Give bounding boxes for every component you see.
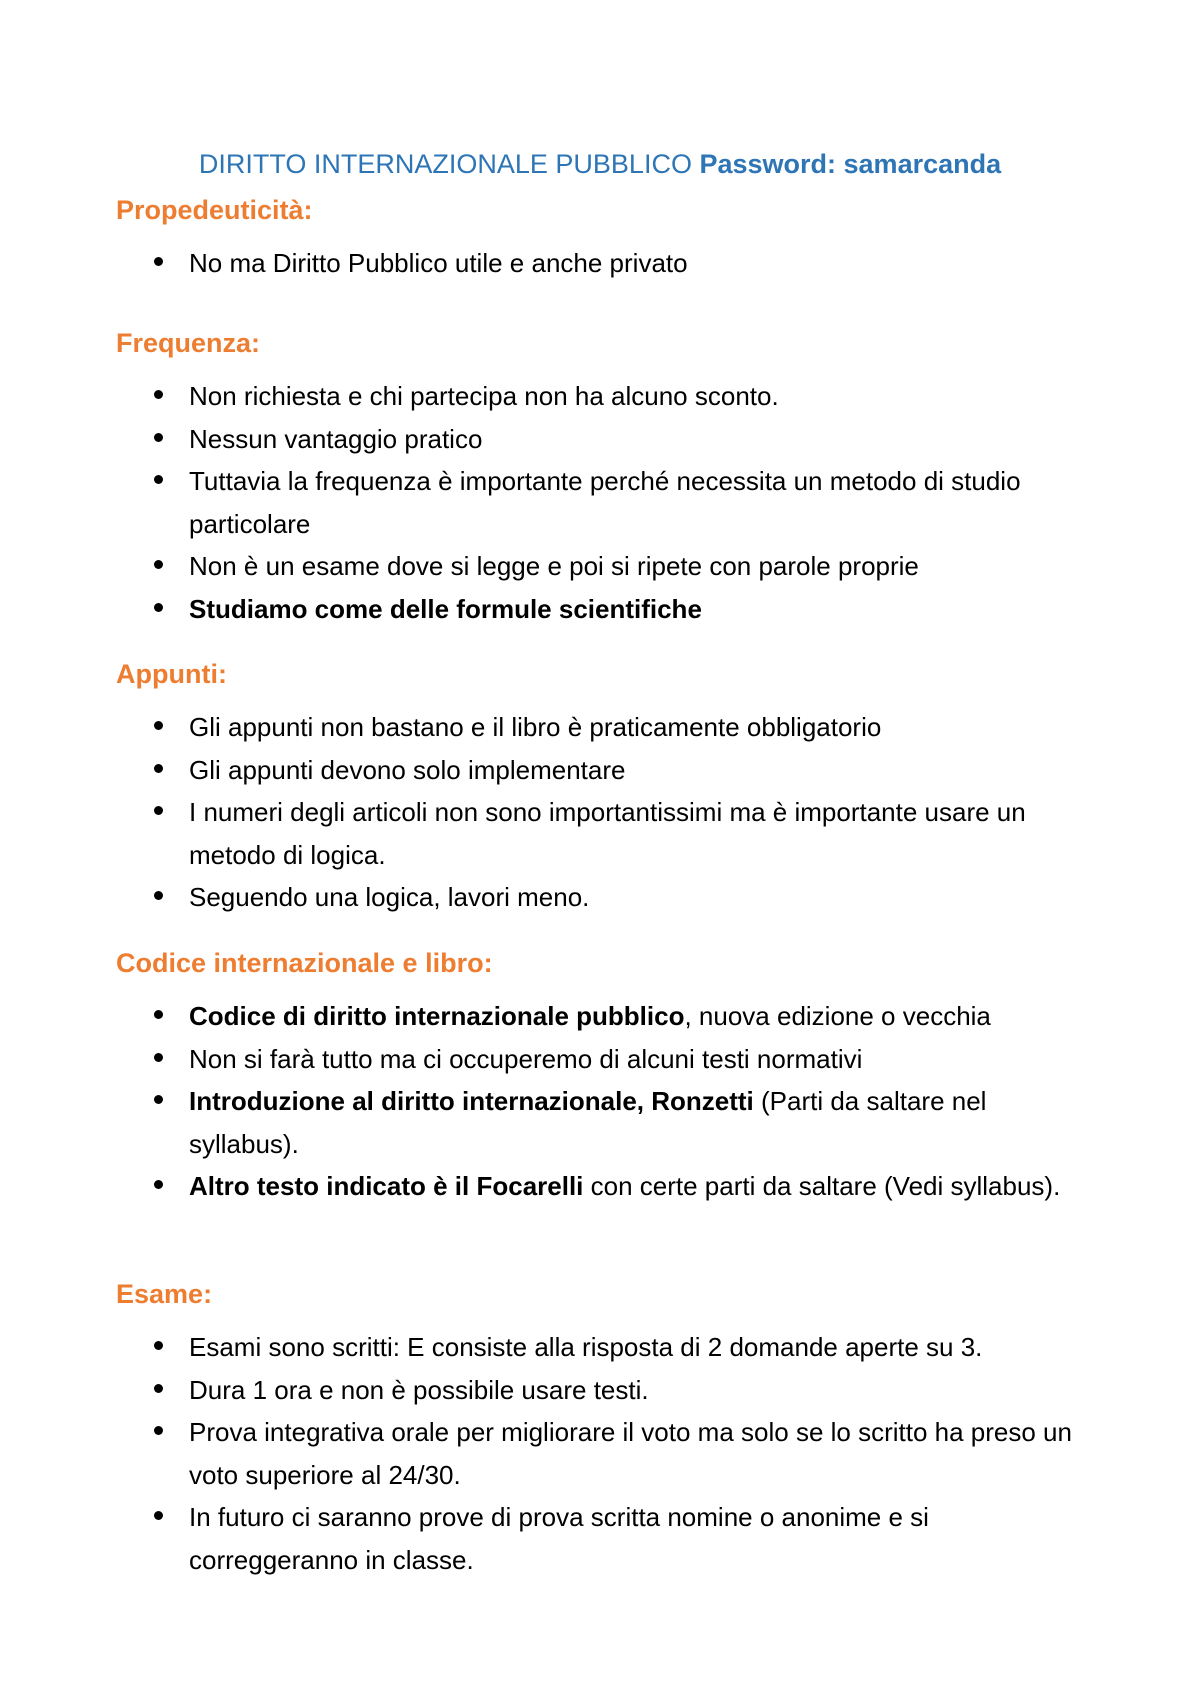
section-heading: Codice internazionale e libro: [116,948,493,978]
list-item: Seguendo una logica, lavori meno. [116,876,1096,919]
list-item: Dura 1 ora e non è possibile usare testi. [116,1369,1096,1412]
title-password: Password: samarcanda [699,149,1002,179]
bullet-list [116,706,1096,919]
list-item: Studiamo come delle formule scientifiche [116,588,1096,631]
bullet-list [116,375,1096,630]
bullet-icon [154,1384,163,1393]
list-item: In futuro ci saranno prove di prova scritta nomine o anonime e si correggeranno in classe. [116,1496,1096,1581]
bullet-icon [154,475,163,484]
list-item: Nessun vantaggio pratico [116,418,1096,461]
bullet-icon [154,1010,163,1019]
bullet-list [116,995,1096,1208]
section-heading: Propedeuticità: [116,195,313,225]
bullet-icon [154,1095,163,1104]
bullet-icon [154,806,163,815]
list-item: Gli appunti devono solo implementare [116,749,1096,792]
bullet-icon [154,891,163,900]
section-frequenza [116,326,1096,630]
list-item: Non è un esame dove si legge e poi si ripete con parole proprie [116,545,1096,588]
bullet-icon [154,1426,163,1435]
section-esame [116,1277,1096,1581]
bullet-icon [154,1180,163,1189]
bullet-icon [154,257,163,266]
list-item: Codice di diritto internazionale pubblico, nuova edizione o vecchia [116,995,1096,1038]
section-heading: Frequenza: [116,328,261,358]
list-item: Tuttavia la frequenza è importante perché necessita un metodo di studio particolare [116,460,1096,545]
list-item: I numeri degli articoli non sono importantissimi ma è importante usare un metodo di logica. [116,791,1096,876]
bullet-icon [154,433,163,442]
bullet-icon [154,560,163,569]
bullet-icon [154,764,163,773]
section-heading: Appunti: [116,659,227,689]
list-item: Altro testo indicato è il Focarelli con certe parti da saltare (Vedi syllabus). [116,1165,1096,1208]
list-item: Prova integrativa orale per migliorare il voto ma solo se lo scritto ha preso un voto superiore al 24/30. [116,1411,1096,1496]
section-heading: Esame: [116,1279,213,1309]
bullet-icon [154,1053,163,1062]
bullet-list [116,242,1096,285]
bullet-icon [154,390,163,399]
list-item: Non si farà tutto ma ci occuperemo di alcuni testi normativi [116,1038,1096,1081]
section-appunti [116,657,1096,919]
section-codice-libro [116,946,1096,1208]
bullet-list [116,1326,1096,1581]
bullet-icon [154,603,163,612]
bullet-icon [154,721,163,730]
section-propedeuticita [116,193,1096,285]
list-item: Non richiesta e chi partecipa non ha alcuno sconto. [116,375,1096,418]
list-item: Gli appunti non bastano e il libro è praticamente obbligatorio [116,706,1096,749]
bullet-icon [154,1511,163,1520]
bullet-icon [154,1341,163,1350]
document-title [0,147,1200,181]
title-course: DIRITTO INTERNAZIONALE PUBBLICO [198,149,692,179]
list-item: No ma Diritto Pubblico utile e anche privato [116,242,1096,285]
list-item: Esami sono scritti: E consiste alla risposta di 2 domande aperte su 3. [116,1326,1096,1369]
list-item: Introduzione al diritto internazionale, Ronzetti (Parti da saltare nel syllabus). [116,1080,1096,1165]
